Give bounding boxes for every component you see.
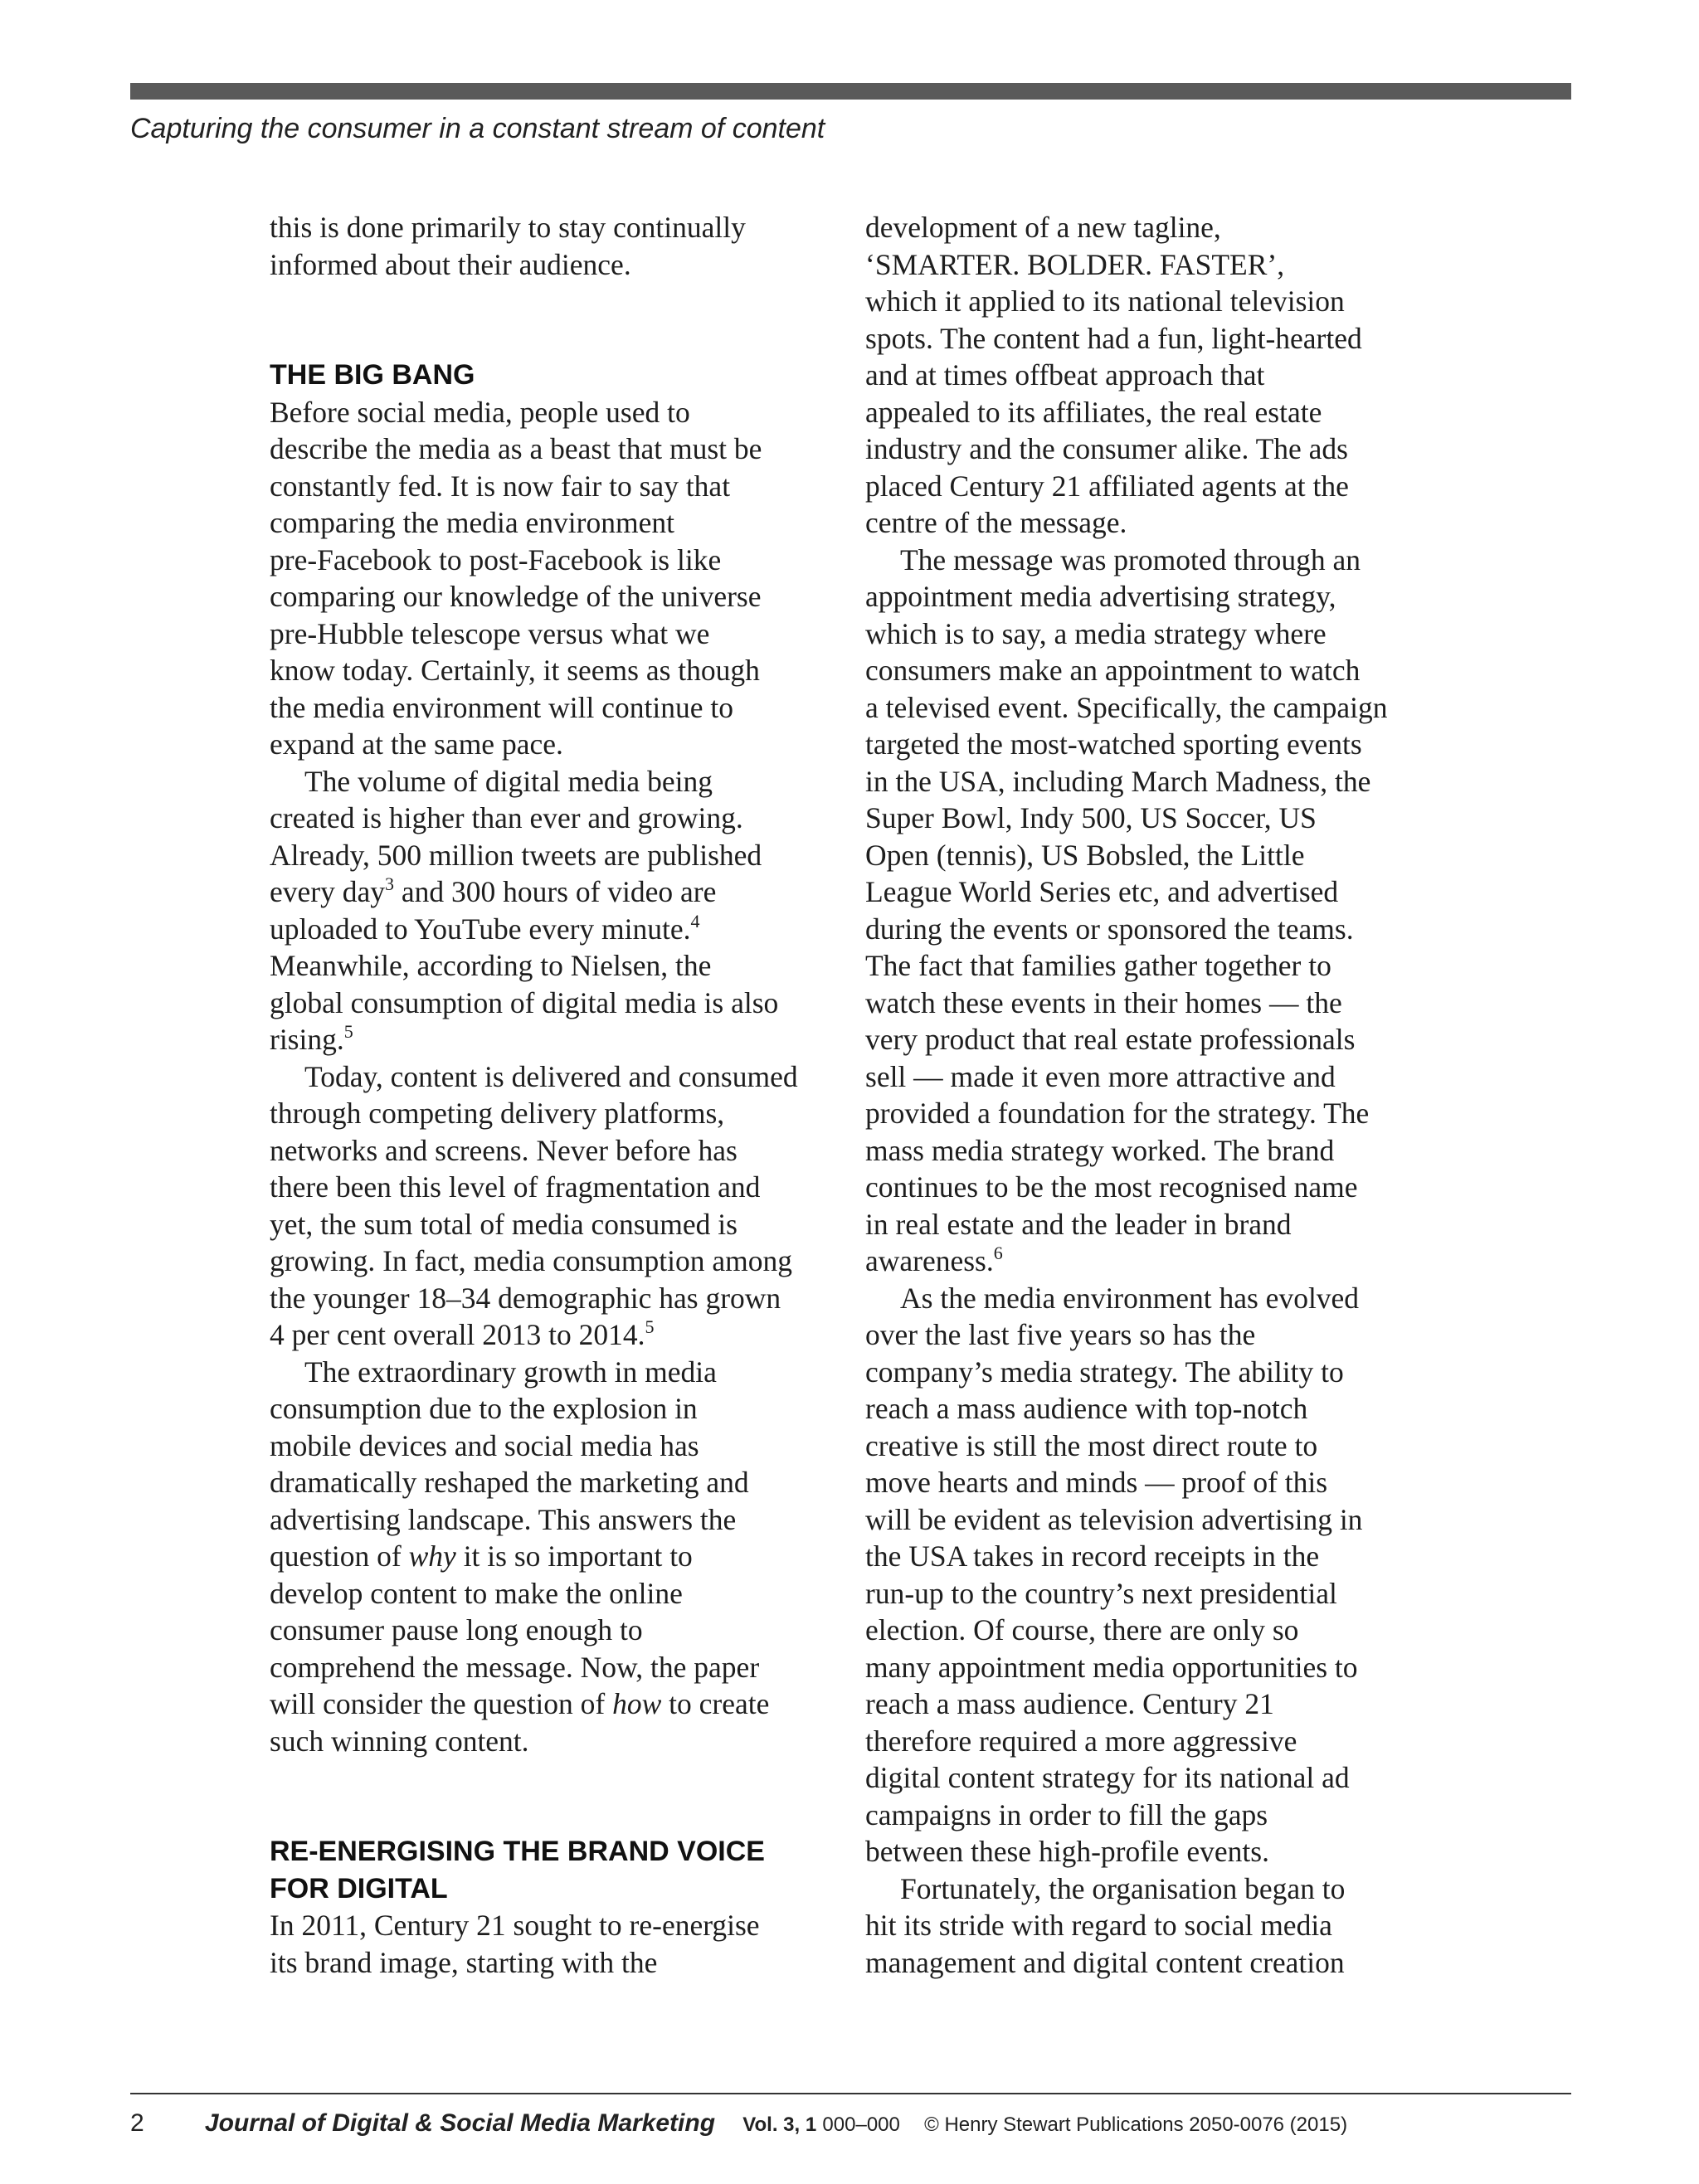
text-line: in the USA, including March Madness, the bbox=[865, 764, 1371, 798]
text-line: global consumption of digital media is also bbox=[270, 985, 779, 1019]
text-line: consumption due to the explosion in bbox=[270, 1392, 698, 1425]
paragraph bbox=[865, 1870, 1450, 1982]
text-line: during the events or sponsored the teams. bbox=[865, 912, 1354, 946]
text-line: Fortunately, the organisation began to bbox=[900, 1871, 1346, 1905]
paragraph bbox=[865, 209, 1450, 542]
footnote-ref: 3 bbox=[384, 873, 394, 894]
text-line: in real estate and the leader in brand bbox=[865, 1207, 1292, 1241]
emphasis: how bbox=[612, 1687, 662, 1720]
text-line: every day$^3$ and 300 hours of video are bbox=[270, 873, 717, 908]
text-line: growing. In fact, media consumption among bbox=[270, 1244, 792, 1277]
intro-paragraph bbox=[270, 209, 850, 283]
text-line: know today. Certainly, it seems as though bbox=[270, 654, 760, 687]
text-line: hit its stride with regard to social media bbox=[865, 1909, 1332, 1942]
footnote-ref: 5 bbox=[645, 1316, 655, 1337]
emphasis: why bbox=[408, 1540, 456, 1573]
text-line: appealed to its affiliates, the real estate bbox=[865, 395, 1322, 429]
text-line: will be evident as television advertising in bbox=[865, 1502, 1363, 1536]
text-line: informed about their audience. bbox=[270, 247, 631, 281]
text-line: over the last five years so has the bbox=[865, 1318, 1256, 1351]
text-line: targeted the most-watched sporting events bbox=[865, 727, 1362, 761]
text-line: the USA takes in record receipts in the bbox=[865, 1540, 1320, 1573]
text-line: reach a mass audience. Century 21 bbox=[865, 1687, 1274, 1720]
text-line: networks and screens. Never before has bbox=[270, 1133, 738, 1167]
text-line: a televised event. Specifically, the campaign bbox=[865, 690, 1388, 724]
text-line: management and digital content creation bbox=[865, 1945, 1345, 1979]
text-line: very product that real estate professionals bbox=[865, 1023, 1356, 1056]
text-line: ‘SMARTER. BOLDER. FASTER’, bbox=[865, 247, 1285, 281]
header-rule bbox=[130, 83, 1571, 100]
text-line: dramatically reshaped the marketing and bbox=[270, 1466, 749, 1499]
text-line: sell — made it even more attractive and bbox=[865, 1059, 1336, 1093]
text-line: describe the media as a beast that must be bbox=[270, 432, 762, 465]
section-heading-big-bang: THE BIG BANG bbox=[270, 359, 475, 391]
text-line: campaigns in order to fill the gaps bbox=[865, 1797, 1268, 1831]
text-line: which is to say, a media strategy where bbox=[865, 616, 1327, 650]
footnote-ref: 6 bbox=[993, 1243, 1003, 1263]
text-line: The volume of digital media being bbox=[304, 764, 713, 798]
text-line: there been this level of fragmentation and bbox=[270, 1170, 761, 1204]
text-line: and at times offbeat approach that bbox=[865, 358, 1265, 392]
left-column bbox=[270, 209, 850, 1981]
text-line: spots. The content had a fun, light-hearted bbox=[865, 321, 1362, 355]
text-line: therefore required a more aggressive bbox=[865, 1724, 1297, 1758]
text-line: comparing the media environment bbox=[270, 506, 674, 539]
text-line: such winning content. bbox=[270, 1724, 529, 1758]
text-line: industry and the consumer alike. The ads bbox=[865, 432, 1348, 465]
footnote-ref: 5 bbox=[343, 1021, 353, 1042]
page-range: 000–000 bbox=[822, 2113, 900, 2136]
text-line: question of why it is so important to bbox=[270, 1540, 693, 1573]
text-line: created is higher than ever and growing. bbox=[270, 801, 743, 834]
text-line: awareness.$^6$ bbox=[865, 1243, 1003, 1277]
text-line: Open (tennis), US Bobsled, the Little bbox=[865, 838, 1305, 872]
text-line: comparing our knowledge of the universe bbox=[270, 580, 762, 613]
text-line: development of a new tagline, bbox=[865, 211, 1221, 244]
text-line: The message was promoted through an bbox=[900, 542, 1361, 576]
page-number: 2 bbox=[130, 2109, 144, 2137]
text-line: its brand image, starting with the bbox=[270, 1945, 658, 1979]
text-line: In 2011, Century 21 sought to re-energise bbox=[270, 1909, 760, 1942]
text-line: Meanwhile, according to Nielsen, the bbox=[270, 949, 712, 982]
text-line: rising.$^5$ bbox=[270, 1021, 353, 1056]
text-line: pre-Hubble telescope versus what we bbox=[270, 616, 710, 650]
paragraph bbox=[865, 1280, 1450, 1870]
text-line: consumers make an appointment to watch bbox=[865, 654, 1361, 687]
right-column bbox=[865, 209, 1450, 1981]
copyright: © Henry Stewart Publications 2050-0076 (2015) bbox=[924, 2113, 1348, 2136]
text-line: consumer pause long enough to bbox=[270, 1613, 643, 1647]
text-line: watch these events in their homes — the bbox=[865, 985, 1342, 1019]
text-line: mobile devices and social media has bbox=[270, 1428, 699, 1462]
paragraph bbox=[270, 1907, 850, 1981]
text-line: election. Of course, there are only so bbox=[865, 1613, 1299, 1647]
text-line: Today, content is delivered and consumed bbox=[304, 1059, 798, 1093]
volume-issue: Vol. 3, 1 bbox=[742, 2113, 817, 2136]
text-line: through competing delivery platforms, bbox=[270, 1097, 725, 1130]
journal-title: Journal of Digital & Social Media Marketing bbox=[204, 2109, 716, 2137]
text-line: 4 per cent overall 2013 to 2014.$^5$ bbox=[270, 1316, 655, 1351]
text-line: appointment media advertising strategy, bbox=[865, 580, 1336, 613]
text-line: Already, 500 million tweets are published bbox=[270, 838, 762, 872]
text-line: mass media strategy worked. The brand bbox=[865, 1133, 1335, 1167]
text-line: comprehend the message. Now, the paper bbox=[270, 1650, 760, 1684]
footnote-ref: 4 bbox=[690, 910, 700, 931]
text-line: company’s media strategy. The ability to bbox=[865, 1355, 1344, 1389]
text-line: the media environment will continue to bbox=[270, 690, 733, 724]
text-line: uploaded to YouTube every minute.$^4$ bbox=[270, 910, 700, 946]
text-line: the younger 18–34 demographic has grown bbox=[270, 1281, 781, 1315]
text-line: many appointment media opportunities to bbox=[865, 1650, 1358, 1684]
section-heading-re-energising: RE-ENERGISING THE BRAND VOICE FOR DIGITAL bbox=[270, 1836, 765, 1904]
paragraph bbox=[270, 394, 850, 763]
text-line: League World Series etc, and advertised bbox=[865, 875, 1339, 908]
text-line: digital content strategy for its national ad bbox=[865, 1761, 1350, 1794]
footer bbox=[130, 2109, 1347, 2138]
text-line: advertising landscape. This answers the bbox=[270, 1502, 737, 1536]
text-line: constantly fed. It is now fair to say that bbox=[270, 469, 731, 503]
footer-rule bbox=[130, 2093, 1571, 2094]
text-line: creative is still the most direct route to bbox=[865, 1428, 1318, 1462]
paragraph bbox=[270, 763, 850, 1058]
text-line: placed Century 21 affiliated agents at the bbox=[865, 469, 1349, 503]
text-line: between these high-profile events. bbox=[865, 1835, 1269, 1868]
text-line: provided a foundation for the strategy. The bbox=[865, 1097, 1370, 1130]
text-line: As the media environment has evolved bbox=[900, 1281, 1360, 1315]
text-line: run-up to the country’s next presidential bbox=[865, 1576, 1337, 1610]
running-title: Capturing the consumer in a constant stream of content bbox=[130, 113, 825, 144]
text-line: Super Bowl, Indy 500, US Soccer, US bbox=[865, 801, 1317, 834]
text-line: move hearts and minds — proof of this bbox=[865, 1466, 1328, 1499]
text-line: which it applied to its national television bbox=[865, 285, 1345, 318]
paragraph bbox=[865, 542, 1450, 1280]
text-line: this is done primarily to stay continually bbox=[270, 211, 746, 244]
text-line: expand at the same pace. bbox=[270, 727, 563, 761]
text-line: continues to be the most recognised name bbox=[865, 1170, 1358, 1204]
text-line: The extraordinary growth in media bbox=[304, 1355, 717, 1389]
text-line: The fact that families gather together to bbox=[865, 949, 1331, 982]
text-line: Before social media, people used to bbox=[270, 395, 690, 429]
paragraph bbox=[270, 1354, 850, 1760]
text-line: yet, the sum total of media consumed is bbox=[270, 1207, 738, 1241]
text-line: centre of the message. bbox=[865, 506, 1127, 539]
paragraph bbox=[270, 1058, 850, 1354]
text-line: will consider the question of how to create bbox=[270, 1687, 770, 1720]
text-line: pre-Facebook to post-Facebook is like bbox=[270, 542, 722, 576]
text-line: reach a mass audience with top-notch bbox=[865, 1392, 1308, 1425]
text-line: develop content to make the online bbox=[270, 1576, 683, 1610]
